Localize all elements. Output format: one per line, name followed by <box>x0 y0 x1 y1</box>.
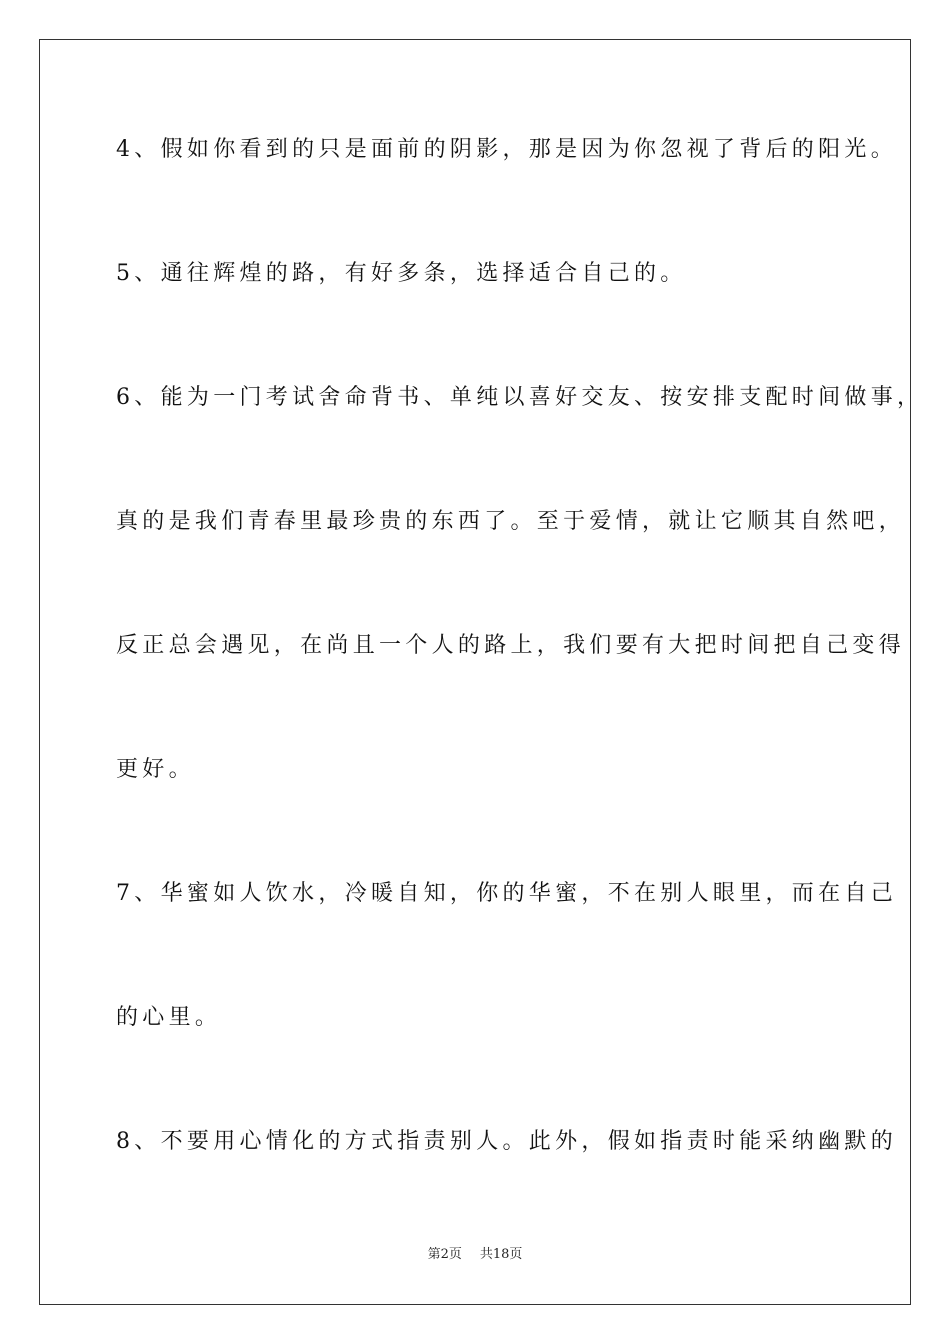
text-line-item-7-part-2: 的心里。 <box>116 1005 222 1030</box>
page-footer <box>0 1246 950 1264</box>
text-line-item-6-part-2: 真的是我们青春里最珍贵的东西了。至于爱情，就让它顺其自然吧， <box>116 509 906 534</box>
text-line-item-5: 5、通往辉煌的路，有好多条，选择适合自己的。 <box>116 261 687 286</box>
page-total: 共18页 <box>479 1247 523 1262</box>
text-line-item-6-part-3: 反正总会遇见，在尚且一个人的路上，我们要有大把时间把自己变得 <box>116 633 906 658</box>
text-line-item-8-part-1: 8、不要用心情化的方式指责别人。此外，假如指责时能采纳幽默的 <box>116 1129 897 1154</box>
page-number: 第2页 <box>427 1247 462 1262</box>
text-line-item-7-part-1: 7、华蜜如人饮水，冷暖自知，你的华蜜，不在别人眼里，而在自己 <box>116 881 897 906</box>
page-border <box>39 39 911 1305</box>
text-line-item-4: 4、假如你看到的只是面前的阴影，那是因为你忽视了背后的阳光。 <box>116 137 897 162</box>
text-line-item-6-part-1: 6、能为一门考试舍命背书、单纯以喜好交友、按安排支配时间做事， <box>116 385 924 410</box>
text-line-item-6-part-4: 更好。 <box>116 757 195 782</box>
